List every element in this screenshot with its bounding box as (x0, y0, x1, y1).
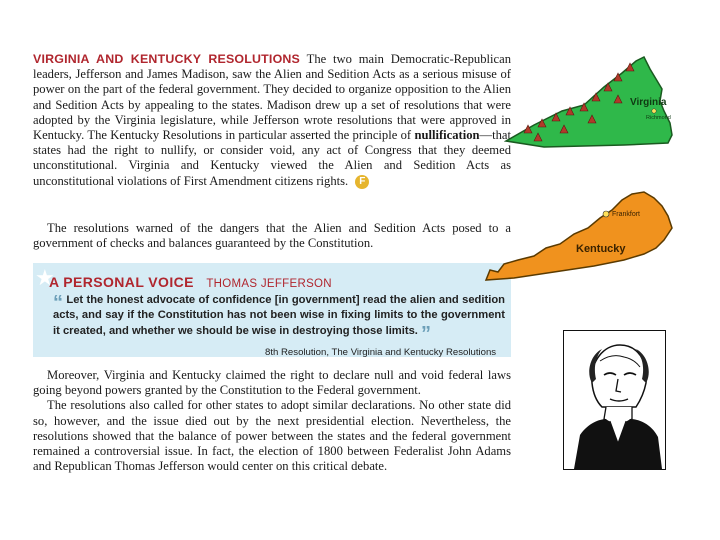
section-heading: VIRGINIA AND KENTUCKY RESOLUTIONS (33, 52, 301, 66)
closing-paragraphs (33, 368, 511, 474)
star-icon: ★ (35, 265, 55, 290)
para3 (33, 368, 511, 398)
close-quote-icon: ” (421, 322, 432, 345)
para2-text: The resolutions warned of the dangers that the Alien and Sedition Acts posed to a government of checks and balances guaranteed by the Constitution. (33, 221, 511, 251)
personal-voice-title: A PERSONAL VOICE (49, 274, 194, 290)
para4 (33, 398, 511, 474)
para3-text: Moreover, Virginia and Kentucky claimed the right to declare null and void federal laws going beyond powers granted by the Constitution to the Federal government. (33, 368, 511, 398)
personal-voice-author: THOMAS JEFFERSON (206, 278, 332, 290)
virginia-map (504, 53, 674, 151)
kentucky-shape (486, 192, 672, 280)
quote-citation: 8th Resolution, The Virginia and Kentucky Resolutions (265, 347, 497, 358)
intro-paragraph (33, 52, 511, 189)
jefferson-portrait-icon (563, 330, 666, 470)
para1-text-after: —that states had the right to nullify, or consider void, any act of Congress that they deemed unconstitutional. Virginia and Kentucky viewed the Alien and Sedition Acts as unconstitutional violations of First Amendment citizens rights. (33, 128, 511, 188)
frankfort-marker-icon (603, 211, 609, 217)
open-quote-icon: “ (53, 292, 63, 314)
kentucky-map (484, 188, 674, 285)
section-marker-badge: F (355, 175, 369, 189)
resolutions-paragraph (33, 221, 511, 251)
richmond-label: Richmond (646, 115, 671, 121)
quote-text: Let the honest advocate of confidence [in government] read the alien and sedition acts, and say if the Constitution has not been wise in fixing limits to the government it created, and whether we should be wise in destroying those limits. (53, 294, 505, 337)
richmond-marker-icon (652, 109, 656, 113)
jefferson-quote (53, 292, 505, 345)
para1-text: The two main Democratic-Republican leaders, Jefferson and James Madison, saw the Alien and Sedition Acts as a serious misuse of power on the part of the federal government. They decided to organize opposition to the Alien and Sedition Acts by appealing to the states. Madison drew up a set of resolutions that were adopted by the Virginia legislature, while Jefferson wrote resolutions that were approved in Kentucky. The Kentucky Resolutions in particular asserted the principle of (33, 52, 511, 143)
personal-voice-box (33, 263, 511, 357)
kentucky-label: Kentucky (576, 243, 626, 255)
frankfort-label: Frankfort (612, 211, 641, 218)
nullification-term: nullification (414, 128, 480, 143)
para4-text: The resolutions also called for other states to adopt similar declarations. No other state did so, however, and the issue died out by the next presidential election. Nevertheless, the resolutions showed that the balance of power between the states and the federal government remained a controversial issue. In fact, the election of 1800 between Federalist John Adams and Republican Thomas Jefferson would center on this critical debate. (33, 398, 511, 474)
virginia-label: Virginia (630, 97, 667, 108)
personal-voice-heading (49, 274, 332, 292)
